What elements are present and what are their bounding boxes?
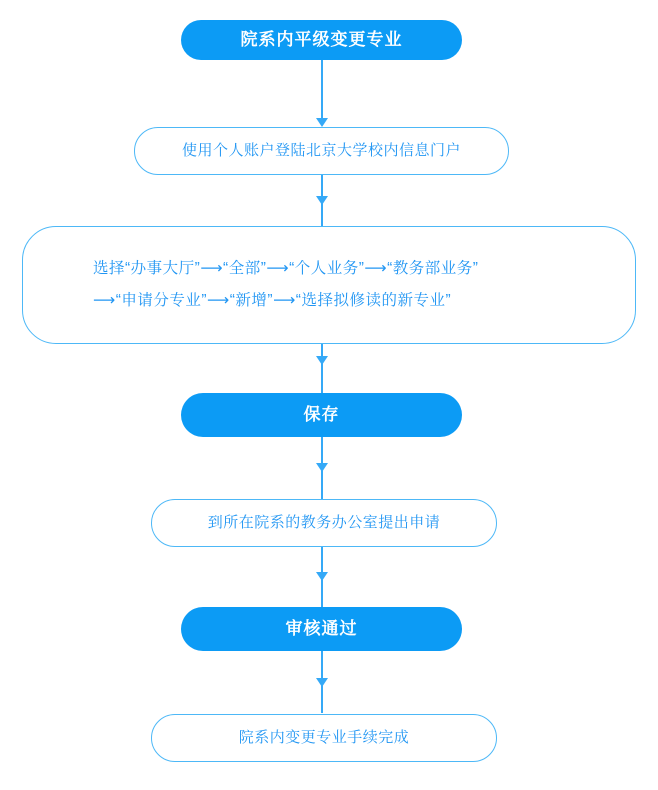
arrow-login-to-select (316, 196, 328, 205)
node-approved: 审核通过 (181, 607, 462, 651)
node-select-steps-line-1: 选择“办事大厅”⟶“全部”⟶“个人业务”⟶“教务部业务” (93, 260, 479, 278)
arrow-start-to-login (316, 118, 328, 127)
node-login: 使用个人账户登陆北京大学校内信息门户 (134, 127, 509, 175)
arrow-save-to-apply (316, 463, 328, 472)
arrow-select-to-save (316, 356, 328, 365)
node-save: 保存 (181, 393, 462, 437)
node-apply: 到所在院系的教务办公室提出申请 (151, 499, 497, 547)
node-select-steps-line-2: ⟶“申请分专业”⟶“新增”⟶“选择拟修读的新专业” (93, 292, 452, 309)
node-select-steps (22, 226, 636, 344)
node-start: 院系内平级变更专业 (181, 20, 462, 60)
arrow-apply-to-approved (316, 572, 328, 581)
connector-select-to-save (321, 344, 323, 396)
connector-start-to-login (321, 60, 323, 122)
node-done: 院系内变更专业手续完成 (151, 714, 497, 762)
arrow-approved-to-done (316, 678, 328, 687)
